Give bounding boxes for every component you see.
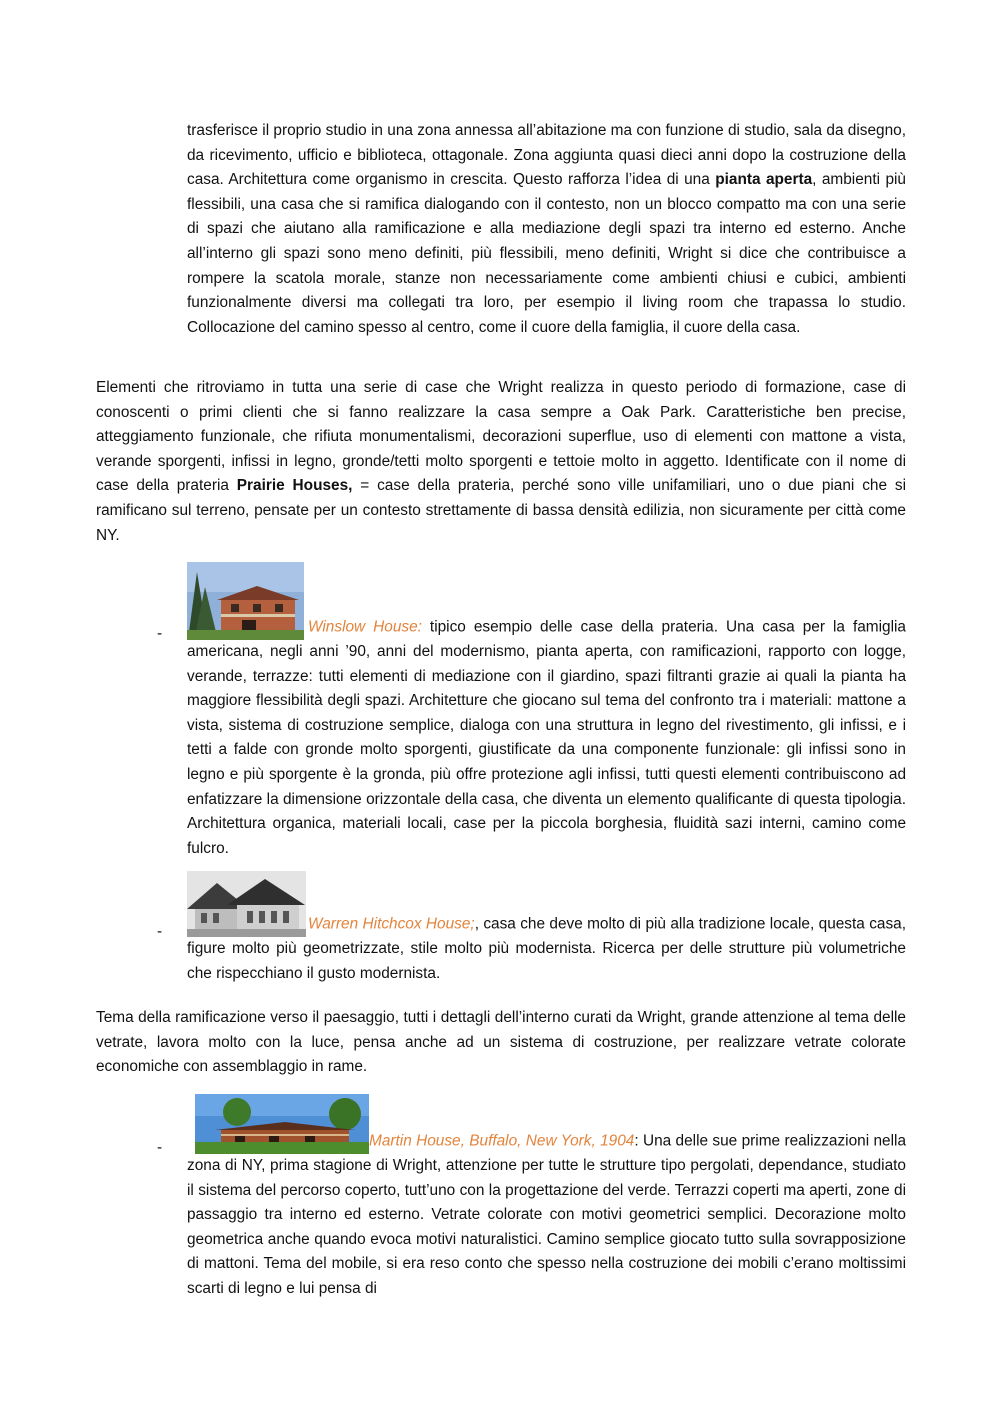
paragraph-text: trasferisce il proprio studio in una zona annessa all’abitazione ma con funzione di studio, sala da disegno, da ricevimento, ufficio e biblioteca, ottagonale. Zona aggiunta quasi dieci anni dopo la costruzione della casa. Architettura come organismo in crescita. Questo rafforza l’idea di una: [187, 122, 906, 189]
list-bullet: -: [157, 625, 163, 642]
warren-hitchcox-house-text: , casa che deve molto di più alla tradizione locale, questa casa, figure molto più geometrizzate, stile molto più modernista. Ricerca per delle strutture più volumetriche che rispecchiano il gusto modernista.: [187, 915, 906, 982]
paragraph-prairie-houses: [96, 376, 906, 548]
winslow-house-text: tipico esempio delle case della prateria. Una casa per la famiglia americana, negli anni ’90, anni del modernismo, pianta aperta, con ramificazioni, rapporto con logge, verande, terrazze: tutti elementi di mediazione con il giardino, spazi filtranti grazie ai quali la pianta ha maggiore flessibilità degli spazi. Architetture che giocano sul tema del confronto tra i materiali: mattone a vista, sistema di costruzione semplice, dialoga con una struttura in legno del rivestimento, gli infissi, e i tetti a falde con gronde molto sporgenti, giustificate da una componente funzionale: gli infissi sono in legno e più sporgente è la gronda, più offre protezione agli infissi, tutti questi elementi contribuiscono ad enfatizzare la dimensione orizzontale della casa, che diventa un elemento qualificante di questa tipologia. Architettura organica, materiali locali, case per la piccola borghesia, fluidità sazi interni, camino come fulcro.: [187, 618, 906, 857]
warren-hitchcox-house-photo: [187, 871, 306, 937]
list-bullet: -: [157, 923, 163, 940]
bold-term-prairie-houses: Prairie Houses,: [236, 477, 353, 495]
paragraph-text: = case della prateria, perché sono ville unifamiliari, uno o due piani che si ramificano sul terreno, pensate per un contesto strettamente di bassa densità edilizia, non sicuramente per città come NY.: [96, 477, 906, 544]
list-item-winslow-house: [187, 562, 906, 861]
list-bullet: -: [157, 1139, 163, 1156]
winslow-house-photo: [187, 562, 304, 640]
martin-house-text: : Una delle sue prime realizzazioni nella zona di NY, prima stagione di Wright, attenzione per tutte le strutture tipo pergolati, dependance, studiato il sistema del percorso coperto, tutt’uno con la progettazione del verde. Terrazzi coperti ma aperti, zone di passaggio tra interno ed esterno. Vetrate colorate con motivi geometrici semplici. Decorazione molto geometrica anche quando evoca motivi naturalistici. Camino semplice giocato tutto sulla sovrapposizione di mattoni. Tema del mobile, si era reso conto che spesso nella costruzione dei mobili c’erano moltissimi scarti di legno e lui pensa di: [187, 1132, 906, 1297]
winslow-house-title: Winslow House:: [308, 618, 422, 636]
paragraph-text: , ambienti più flessibili, una casa che si ramifica dialogando con il contesto, non un blocco compatto ma con una serie di spazi che aiutano alla ramificazione e alla mediazione degli spazi tra interno ed esterno. Anche all’interno gli spazi sono meno definiti, più flessibili, meno definiti, Wright si dice che contribuisce a rompere la scatola morale, stanze non necessariamente come ambienti chiusi e cubici, ambienti funzionalmente diversi ma collegati tra loro, per esempio il living room che trapassa lo studio. Collocazione del camino spesso al centro, come il cuore della famiglia, il cuore della casa.: [187, 171, 906, 336]
list-item-warren-hitchcox-house: [187, 871, 906, 986]
paragraph-text: Elementi che ritroviamo in tutta una serie di case che Wright realizza in questo periodo di formazione, case di conoscenti o primi clienti che si fanno realizzare la casa sempre a Oak Park. Caratteristiche ben precise, atteggiamento funzionale, che rifiuta monumentalismi, decorazioni superflue, uso di elementi con mattone a vista, verande sporgenti, infissi in legno, gronde/tetti molto sporgenti e tettoie molto in aggetto. Identificate con il nome di case della prateria: [96, 379, 906, 495]
warren-hitchcox-house-title: Warren Hitchcox House;: [308, 915, 475, 933]
bold-term-pianta-aperta: pianta aperta: [715, 171, 813, 189]
paragraph-open-plan: [187, 119, 906, 340]
paragraph-stained-glass: Tema della ramificazione verso il paesaggio, tutti i dettagli dell’interno curati da Wright, grande attenzione al tema delle vetrate, lavora molto con la luce, pensa anche ad un sistema di costruzione, per realizzare vetrate colorate economiche con assemblaggio in rame.: [96, 1009, 906, 1076]
martin-house-title: Martin House, Buffalo, New York, 1904: [369, 1132, 635, 1150]
martin-house-photo: [195, 1094, 369, 1154]
list-item-martin-house: [187, 1094, 906, 1302]
